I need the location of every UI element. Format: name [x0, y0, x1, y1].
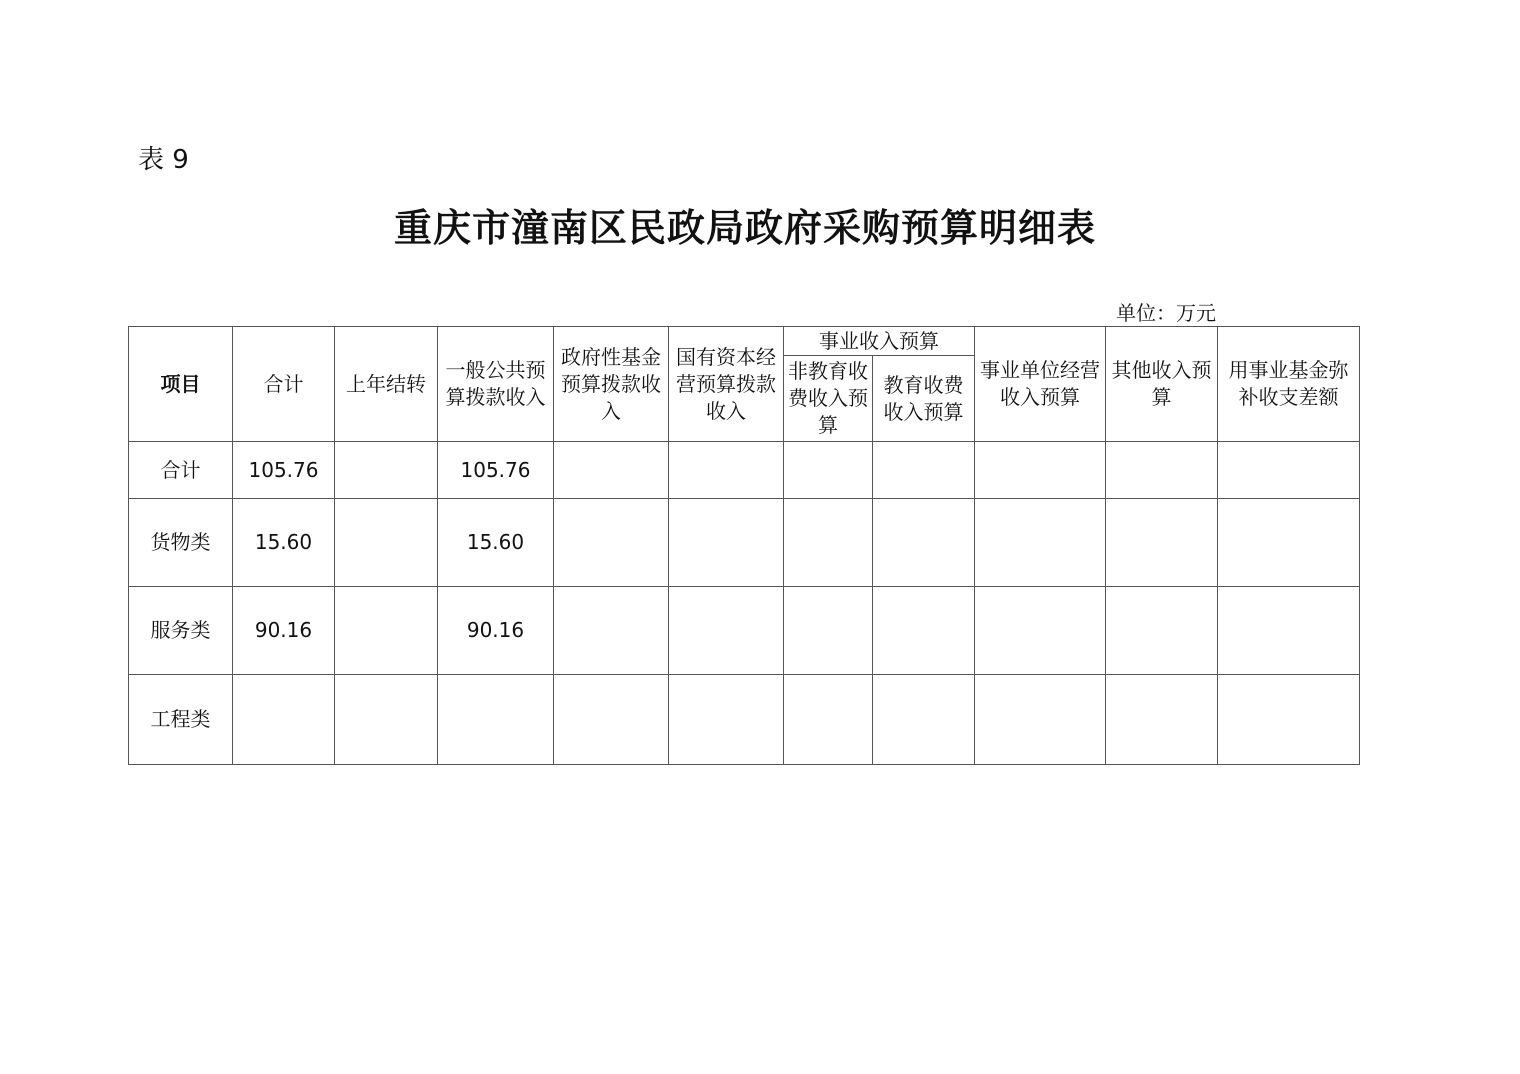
cell-empty: [873, 675, 975, 765]
cell-carryover: [335, 587, 438, 675]
cell-general-budget: 15.60: [438, 499, 554, 587]
row-label: 工程类: [129, 675, 233, 765]
table-number-label: 表 9: [138, 145, 189, 175]
header-total: 合计: [233, 327, 335, 442]
cell-empty: [1218, 442, 1360, 499]
cell-empty: [1106, 499, 1218, 587]
cell-empty: [1106, 442, 1218, 499]
cell-empty: [975, 499, 1106, 587]
unit-label: 单位：万元: [1116, 301, 1216, 325]
table-row: [129, 675, 1360, 765]
header-edu-fee: 教育收费收入预算: [873, 356, 975, 442]
cell-empty: [975, 675, 1106, 765]
header-state-capital: 国有资本经营预算拨款收入: [669, 327, 784, 442]
cell-empty: [669, 675, 784, 765]
header-fund-compensation: 用事业基金弥补收支差额: [1218, 327, 1360, 442]
row-label: 合计: [129, 442, 233, 499]
cell-total: [233, 675, 335, 765]
header-unit-operating: 事业单位经营收入预算: [975, 327, 1106, 442]
cell-empty: [554, 442, 669, 499]
cell-empty: [1218, 675, 1360, 765]
cell-general-budget: 105.76: [438, 442, 554, 499]
row-label: 货物类: [129, 499, 233, 587]
cell-empty: [873, 499, 975, 587]
cell-empty: [975, 587, 1106, 675]
table-row: [129, 499, 1360, 587]
cell-empty: [784, 675, 873, 765]
header-general-budget: 一般公共预算拨款收入: [438, 327, 554, 442]
table-row: [129, 587, 1360, 675]
page-title: 重庆市潼南区民政局政府采购预算明细表: [393, 205, 1096, 250]
cell-total: 105.76: [233, 442, 335, 499]
cell-empty: [784, 499, 873, 587]
header-non-edu-fee: 非教育收费收入预算: [784, 356, 873, 442]
cell-total: 90.16: [233, 587, 335, 675]
cell-carryover: [335, 675, 438, 765]
header-row: [129, 327, 1360, 356]
cell-empty: [873, 442, 975, 499]
header-carryover: 上年结转: [335, 327, 438, 442]
cell-carryover: [335, 499, 438, 587]
cell-empty: [669, 587, 784, 675]
header-gov-fund: 政府性基金预算拨款收入: [554, 327, 669, 442]
cell-empty: [1106, 587, 1218, 675]
header-item: 项目: [129, 327, 233, 442]
cell-empty: [975, 442, 1106, 499]
cell-empty: [784, 587, 873, 675]
cell-carryover: [335, 442, 438, 499]
cell-empty: [1218, 587, 1360, 675]
cell-empty: [554, 587, 669, 675]
cell-empty: [1218, 499, 1360, 587]
cell-empty: [554, 675, 669, 765]
budget-table: [128, 326, 1360, 765]
cell-empty: [669, 499, 784, 587]
cell-general-budget: 90.16: [438, 587, 554, 675]
cell-general-budget: [438, 675, 554, 765]
cell-empty: [554, 499, 669, 587]
header-public-service-income: 事业收入预算: [784, 327, 975, 356]
cell-empty: [1106, 675, 1218, 765]
row-label: 服务类: [129, 587, 233, 675]
cell-empty: [669, 442, 784, 499]
table-row: [129, 442, 1360, 499]
cell-total: 15.60: [233, 499, 335, 587]
cell-empty: [784, 442, 873, 499]
cell-empty: [873, 587, 975, 675]
header-other-income: 其他收入预算: [1106, 327, 1218, 442]
